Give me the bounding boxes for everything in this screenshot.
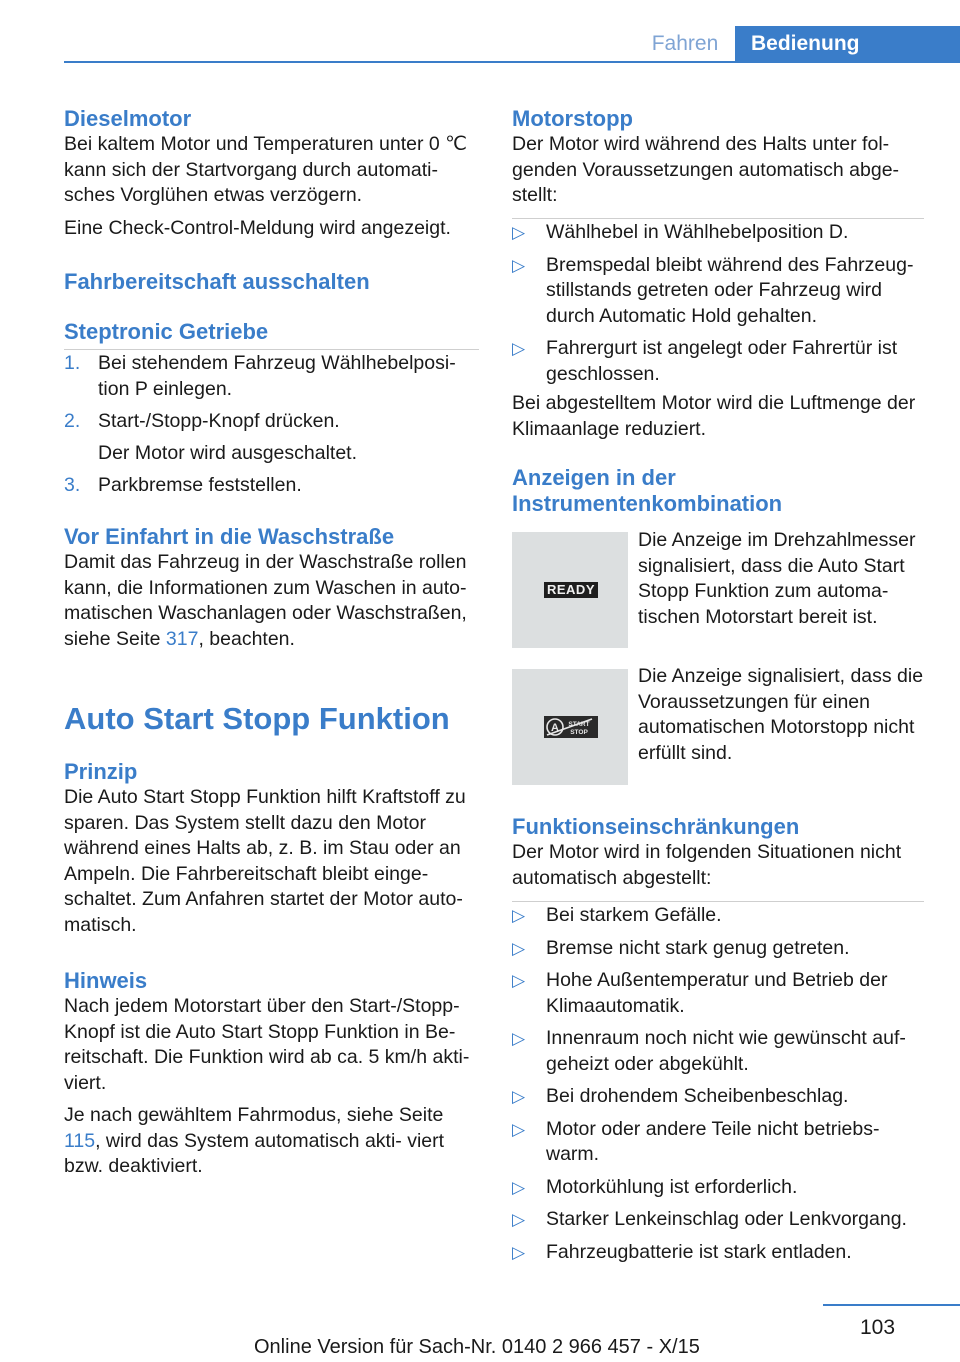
page-link-115[interactable]: 115 [64,1129,96,1152]
list-item: ▷ Bremspedal bleibt während des Fahrzeug- stillstands getreten oder Fahrzeug wird durch Automatic Hold gehalten. [512,253,914,327]
list-rule [64,349,479,350]
step-item [64,409,479,435]
list-item: ▷ Motorkühlung ist erforderlich. [512,1175,924,1201]
page-header [0,0,960,62]
list-item: ▷ Wählhebel in Wählhebelposition D. [512,220,924,246]
section-title-prinzip: Prinzip [64,759,138,784]
ready-icon: READY [544,582,598,598]
section-title-instrumentenkombination: Instrumentenkombination [512,491,783,516]
funktionseinschraenkungen-list [512,903,924,1265]
luftmenge-text: Bei abgestelltem Motor wird die Luftmenge der Klimaanlage reduziert. [512,392,916,440]
triangle-bullet-icon: ▷ [512,1087,526,1106]
auto-start-stop-indicator-text: Die Anzeige signalisiert, dass die Voraussetzungen für einen automatischen Motorstopp nicht erfüllt sind. [638,665,924,764]
svg-text:A: A [551,722,559,734]
auto-start-stop-icon-graphic [544,716,598,738]
list-item: ▷ Innenraum noch nicht wie gewünscht auf- geheizt oder abgekühlt. [512,1027,906,1075]
dieselmotor-text: Bei kaltem Motor und Temperaturen unter 0 ℃ kann sich der Startvorgang durch automati- sches Vorglühen etwas verzögern. [64,133,468,206]
list-item: ▷ Starker Lenkeinschlag oder Lenkvorgang. [512,1207,924,1233]
triangle-bullet-icon: ▷ [512,255,526,275]
section-title-motorstopp: Motorstopp [512,106,633,131]
list-item: ▷ Hohe Außentemperatur und Betrieb der Klimaautomatik. [512,969,888,1017]
triangle-bullet-icon: ▷ [512,1119,526,1139]
auto-start-stop-indicator-image [512,669,628,785]
step-text: Parkbremse feststellen. [98,474,302,496]
list-item: ▷ Motor oder andere Teile nicht betriebs- warm. [512,1117,880,1165]
ready-indicator-text: Die Anzeige im Drehzahlmesser signalisiert, dass die Auto Start Stopp Funktion zum automa- tischen Motorstart bereit ist. [638,529,916,628]
prinzip-text: Die Auto Start Stopp Funktion hilft Kraftstoff zu sparen. Das System stellt dazu den Motor während eines Halts ab, z. B. im Stau oder an Ampeln. Die Fahrbereitschaft bleibt einge- schaltet. Zum Anfahren startet der Motor auto- matisch. [64,786,466,936]
footer-rule [823,1304,960,1306]
triangle-bullet-icon: ▷ [512,1029,526,1048]
ready-indicator-image [512,532,628,648]
steptronic-steps [64,351,479,499]
triangle-bullet-icon: ▷ [512,938,526,958]
step-number: 1. [64,352,81,374]
step-item [64,441,479,467]
step-number: 2. [64,410,81,432]
tab-bedienung[interactable]: Bedienung [735,26,960,62]
step-text: Bei stehendem Fahrzeug Wählhebelposi- tion P einlegen. [98,352,456,400]
step-number: 3. [64,474,81,496]
page-number: 103 [860,1316,896,1339]
svg-text:STOP: STOP [570,729,588,736]
step-item [64,351,479,402]
list-item: ▷ Bei starkem Gefälle. [512,903,924,929]
section-title-waschstrasse: Vor Einfahrt in die Waschstraße [64,524,395,549]
hinweis-text: Nach jedem Motorstart über den Start-/Stopp- Knopf ist die Auto Start Stopp Funktion in Be- reitschaft. Die Funktion wird ab ca. 5 km/h akti- viert. [64,995,470,1094]
online-version-footer: Online Version für Sach-Nr. 0140 2 966 457 - X/15 [254,1336,700,1358]
tab-fahren[interactable]: Fahren [651,32,719,55]
section-title-anzeigen: Anzeigen in der [512,465,676,490]
triangle-bullet-icon: ▷ [512,223,526,242]
funktionseinschraenkungen-text: Der Motor wird in folgenden Situationen nicht automatisch abgestellt: [512,841,902,889]
list-rule [512,901,924,902]
triangle-bullet-icon: ▷ [512,1210,526,1229]
hinweis-text-2: Je nach gewähltem Fahrmodus, siehe Seite 115, wird das System automatisch akti- viert bzw. deaktiviert. [64,1104,445,1177]
section-title-fahrbereitschaft: Fahrbereitschaft ausschalten [64,269,370,294]
section-title-hinweis: Hinweis [64,968,148,993]
section-title-auto-start-stopp: Auto Start Stopp Funktion [64,701,450,736]
step-text: Start-/Stopp-Knopf drücken. [98,410,340,432]
step-item [64,473,479,499]
list-item: ▷ Fahrzeugbatterie ist stark entladen. [512,1240,924,1266]
section-title-dieselmotor: Dieselmotor [64,106,192,131]
list-item: ▷ Fahrergurt ist angelegt oder Fahrertür ist geschlossen. [512,337,898,385]
list-rule [512,218,924,219]
motorstopp-text: Der Motor wird während des Halts unter fol- genden Voraussetzungen automatisch abge- stellt: [512,133,900,206]
step-text: Der Motor wird ausgeschaltet. [98,441,358,464]
triangle-bullet-icon: ▷ [512,1177,526,1197]
header-rule [64,61,960,63]
triangle-bullet-icon: ▷ [512,1242,526,1262]
auto-start-stop-off-icon [544,716,598,738]
dieselmotor-note: Eine Check-Control-Meldung wird angezeigt. [64,216,451,239]
page-link-317[interactable]: 317 [165,627,199,650]
triangle-bullet-icon: ▷ [512,971,526,990]
triangle-bullet-icon: ▷ [512,906,526,925]
section-title-funktionseinschraenkungen: Funktionseinschränkungen [512,814,800,839]
list-item: ▷ Bremse nicht stark genug getreten. [512,936,924,962]
section-title-steptronic: Steptronic Getriebe [64,319,269,344]
motorstopp-conditions [512,220,924,387]
triangle-bullet-icon: ▷ [512,339,526,358]
list-item: ▷ Bei drohendem Scheibenbeschlag. [512,1084,924,1110]
waschstrasse-text: Damit das Fahrzeug in der Waschstraße rollen kann, die Informationen zum Waschen in auto- matischen Waschanlagen oder Waschstraßen, siehe Seite 317, beachten. [64,551,467,650]
svg-text:START: START [568,721,590,728]
